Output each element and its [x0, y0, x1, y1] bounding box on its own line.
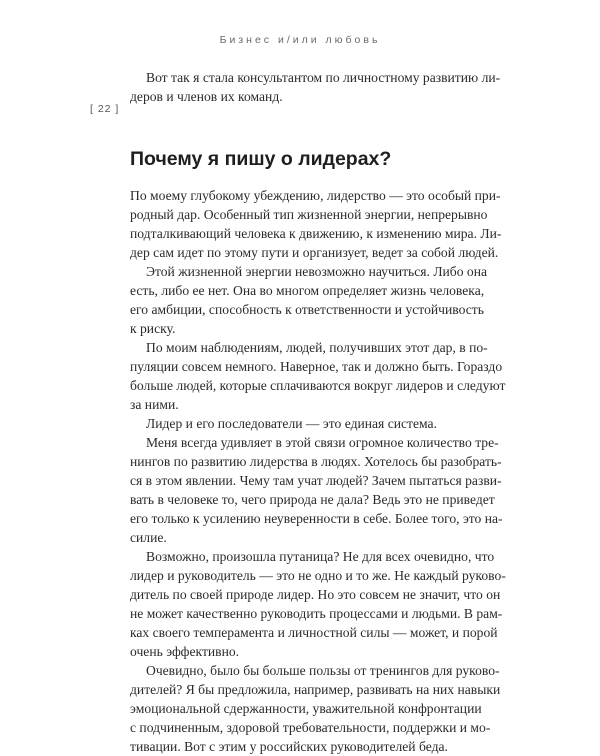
text-line: с подчиненным, здоровой требовательности, поддержки и мо-: [130, 720, 491, 735]
text-line: больше людей, которые сплачиваются вокруг лидеров и следуют: [130, 378, 506, 393]
text-line: нингов по развитию лидерства в людях. Хотелось бы разобрать-: [130, 454, 502, 469]
text-line: к риску.: [130, 321, 176, 336]
text-line: Очевидно, было бы больше пользы от тренингов для руково-: [146, 663, 500, 678]
text-line: родный дар. Особенный тип жизненной энергии, непрерывно: [130, 207, 488, 222]
text-line: Этой жизненной энергии невозможно научиться. Либо она: [146, 264, 488, 279]
body-text: [130, 186, 506, 756]
section-heading: Почему я пишу о лидерах?: [130, 148, 392, 170]
text-line: дер сам идет по этому пути и организует, ведет за собой людей.: [130, 245, 499, 260]
text-line: подталкивающий человека к движению, к изменению мира. Ли-: [130, 226, 502, 241]
text-line: эмоциональной сдержанности, уважительной конфронтации: [130, 701, 482, 716]
text-line: силие.: [130, 530, 167, 545]
text-line: вать в человеке то, чего природа не дала? Ведь это не приведет: [130, 492, 495, 507]
text-line: деров и членов их команд.: [130, 89, 283, 104]
text-line: не может качественно руководить процессами и людьми. В рам-: [130, 606, 503, 621]
text-line: ся в этом явлении. Чему там учат людей? Зачем пытаться разви-: [130, 473, 502, 488]
text-line: дитель по своей природе лидер. Но это совсем не значит, что он: [130, 587, 501, 602]
text-line: Вот так я стала консультантом по личностному развитию ли-: [146, 70, 501, 85]
text-line: Возможно, произошла путаница? Не для всех очевидно, что: [146, 549, 495, 564]
text-line: тивации. Вот с этим у российских руководителей беда.: [130, 739, 448, 754]
text-line: очень эффективно.: [130, 644, 240, 659]
text-line: есть, либо ее нет. Она во многом определяет жизнь человека,: [130, 283, 485, 298]
text-line: ках своего темперамента и личностной силы — может, и порой: [130, 625, 498, 640]
text-line: По моим наблюдениям, людей, получивших этот дар, в по-: [146, 340, 488, 355]
text-line: его только к усилению неуверенности в себе. Более того, это на-: [130, 511, 503, 526]
text-line: за ними.: [130, 397, 179, 412]
text-line: лидер и руководитель — это не одно и то же. Не каждый руково-: [130, 568, 506, 583]
text-line: дителей? Я бы предложила, например, развивать на них навыки: [130, 682, 501, 697]
text-line: По моему глубокому убеждению, лидерство — это особый при-: [130, 188, 501, 203]
text-line: Лидер и его последователи — это единая система.: [146, 416, 437, 431]
intro-paragraph: [130, 68, 501, 106]
text-line: пуляции совсем немного. Наверное, так и должно быть. Гораздо: [130, 359, 503, 374]
page-number: [ 22 ]: [90, 103, 120, 115]
text-line: его амбиции, способность к ответственности и устойчивость: [130, 302, 484, 317]
running-head: Бизнес и/или любовь: [219, 34, 381, 46]
text-line: Меня всегда удивляет в этой связи огромное количество тре-: [146, 435, 499, 450]
